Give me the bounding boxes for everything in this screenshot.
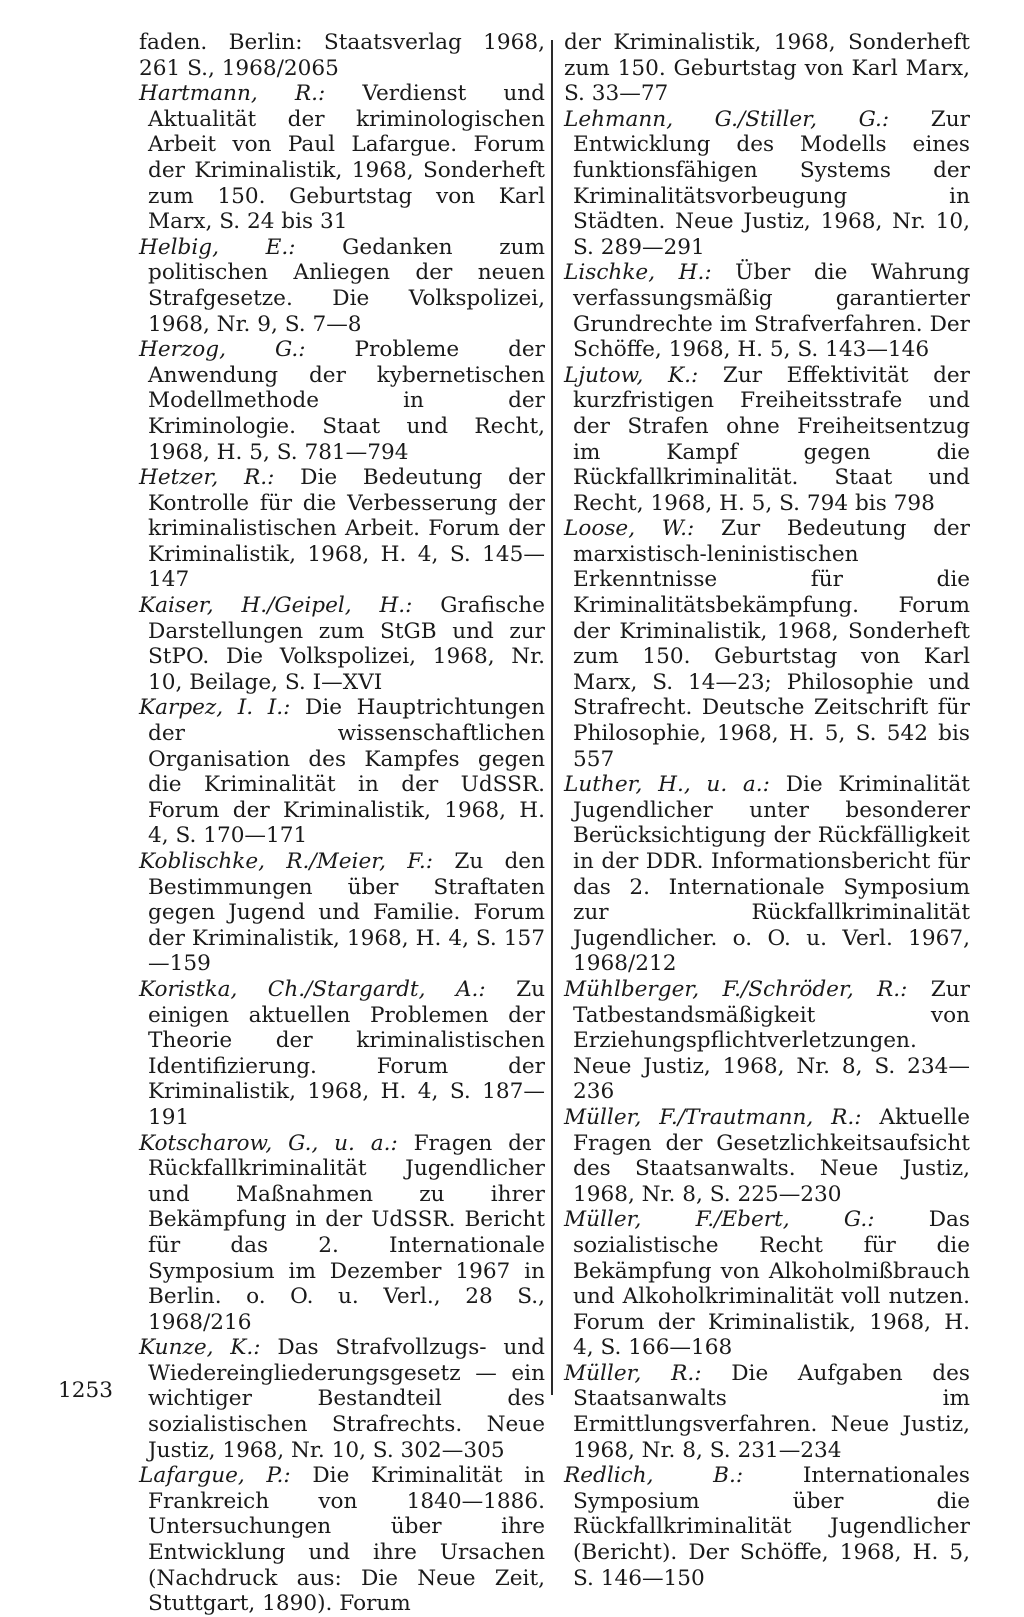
bibliography-entry	[564, 977, 970, 1105]
entry-author: Lafargue, P.:	[139, 1463, 291, 1489]
entry-author: Koblischke, R./Meier, F.:	[139, 849, 434, 874]
bibliography-entry	[139, 1335, 545, 1463]
entry-text: Aktuelle Fragen der Gesetzlichkeitsaufsicht des Staatsanwalts. Neue Justiz, 1968, Nr. 8, S. 225—230	[573, 1104, 970, 1207]
bibliography-entry	[139, 977, 545, 1131]
entry-author: Müller, F./Trautmann, R.:	[564, 1104, 862, 1130]
left-column	[139, 30, 545, 1617]
entry-author: Kunze, K.:	[139, 1335, 261, 1361]
bibliography-entry	[564, 107, 970, 261]
entry-author: Herzog, G.:	[139, 337, 306, 363]
bibliography-entry	[564, 30, 970, 107]
bibliography-entry	[564, 1207, 970, 1361]
entry-text: der Kriminalistik, 1968, Sonderheft zum 150. Geburtstag von Karl Marx, S. 33—77	[564, 30, 970, 107]
column-divider	[551, 40, 553, 1395]
entry-author: Lischke, H.:	[564, 260, 712, 286]
page-number: 1253	[58, 1378, 113, 1403]
entry-text: Die Kriminalität in Frankreich von 1840—1886. Untersuchungen über ihre Entwicklung und ihre Ursachen (Nachdruck aus: Die Neue Zeit, Stuttgart, 1890). Forum	[148, 1463, 545, 1617]
entry-text: Fragen der Rückfallkriminalität Jugendlicher und Maßnahmen zu ihrer Bekämpfung in der UdSSR. Bericht für das 2. Internationale Symposium im Dezember 1967 in Berlin. o. O. u. Verl., 28 S., 1968/216	[148, 1130, 545, 1335]
entry-text: Zur Bedeutung der marxistisch-leninistischen Erkenntnisse für die Kriminalitätsbekämpfung. Forum der Kriminalistik, 1968, Sonderheft zum 150. Geburtstag von Karl Marx, S. 14—23; Philosophie und Strafrecht. Deutsche Zeitschrift für Philosophie, 1968, H. 5, S. 542 bis 557	[573, 516, 970, 772]
bibliography-entry	[564, 363, 970, 517]
entry-text: Internationales Symposium über die Rückfallkriminalität Jugendlicher (Bericht). Der Schöffe, 1968, H. 5, S. 146—150	[573, 1463, 970, 1591]
entry-author: Mühlberger, F./Schröder, R.:	[564, 976, 908, 1002]
bibliography-entry	[564, 516, 970, 772]
entry-text: Zur Tatbestandsmäßigkeit von Erziehungspflichtverletzungen. Neue Justiz, 1968, Nr. 8, S. 234—236	[573, 976, 970, 1105]
entry-author: Luther, H., u. a.:	[564, 772, 770, 798]
entry-author: Karpez, I. I.:	[139, 695, 291, 721]
bibliography-entry	[139, 849, 545, 977]
entry-text: Zu einigen aktuellen Problemen der Theorie der kriminalistischen Identifizierung. Forum der Kriminalistik, 1968, H. 4, S. 187—191	[148, 976, 545, 1130]
bibliography-entry	[564, 1361, 970, 1463]
entry-text: Zur Effektivität der kurzfristigen Freiheitsstrafe und der Strafen ohne Freiheitsentzug im Kampf gegen die Rückfallkriminalität. Staat und Recht, 1968, H. 5, S. 794 bis 798	[573, 362, 970, 516]
bibliography-entry	[139, 235, 545, 337]
entry-text: Zu den Bestimmungen über Straftaten gegen Jugend und Familie. Forum der Kriminalistik, 1968, H. 4, S. 157—159	[148, 849, 545, 977]
bibliography-entry	[139, 30, 545, 81]
entry-text: Die Aufgaben des Staatsanwalts im Ermittlungsverfahren. Neue Justiz, 1968, Nr. 8, S. 231—234	[573, 1360, 970, 1463]
bibliography-entry	[564, 260, 970, 362]
entry-author: Ljutow, K.:	[564, 362, 699, 388]
entry-text: Die Kriminalität Jugendlicher unter besonderer Berücksichtigung der Rückfälligkeit in der DDR. Informationsbericht für das 2. Internationale Symposium zur Rückfallkriminalität Jugendlicher. o. O. u. Verl. 1967, 1968/212	[573, 772, 970, 977]
entry-author: Müller, F./Ebert, G.:	[564, 1207, 875, 1233]
right-column	[564, 30, 970, 1591]
entry-author: Loose, W.:	[564, 516, 695, 542]
entry-text: Die Bedeutung der Kontrolle für die Verbesserung der kriminalistischen Arbeit. Forum der Kriminalistik, 1968, H. 4, S. 145—147	[148, 465, 545, 593]
entry-author: Hartmann, R.:	[139, 81, 326, 107]
entry-text: faden. Berlin: Staatsverlag 1968, 261 S., 1968/2065	[139, 30, 545, 81]
entry-text: Verdienst und Aktualität der kriminologischen Arbeit von Paul Lafargue. Forum der Kriminalistik, 1968, Sonderheft zum 150. Geburtstag von Karl Marx, S. 24 bis 31	[148, 81, 545, 235]
entry-text: Das sozialistische Recht für die Bekämpfung von Alkoholmißbrauch und Alkoholkriminalität voll nutzen. Forum der Kriminalistik, 1968, H. 4, S. 166—168	[573, 1207, 970, 1361]
bibliography-entry	[139, 695, 545, 849]
entry-text: Über die Wahrung verfassungsmäßig garantierter Grundrechte im Strafverfahren. Der Schöffe, 1968, H. 5, S. 143—146	[573, 260, 970, 363]
entry-author: Koristka, Ch./Stargardt, A.:	[139, 976, 486, 1002]
entry-author: Helbig, E.:	[139, 234, 296, 260]
bibliography-entry	[564, 1463, 970, 1591]
entry-text: Das Strafvollzugs- und Wiedereingliederungsgesetz — ein wichtiger Bestandteil des sozialistischen Strafrechts. Neue Justiz, 1968, Nr. 10, S. 302—305	[148, 1335, 545, 1463]
entry-author: Kaiser, H./Geipel, H.:	[139, 593, 413, 619]
entry-text: Grafische Darstellungen zum StGB und zur StPO. Die Volkspolizei, 1968, Nr. 10, Beilage, S. I—XVI	[148, 593, 545, 695]
entry-text: Die Hauptrichtungen der wissenschaftlichen Organisation des Kampfes gegen die Kriminalität in der UdSSR. Forum der Kriminalistik, 1968, H. 4, S. 170—171	[148, 695, 545, 849]
entry-author: Redlich, B.:	[564, 1463, 744, 1489]
entry-author: Kotscharow, G., u. a.:	[139, 1130, 398, 1156]
entry-text: Probleme der Anwendung der kybernetischen Modellmethode in der Kriminologie. Staat und Recht, 1968, H. 5, S. 781—794	[148, 337, 545, 465]
bibliography-entry	[564, 772, 970, 977]
entry-author: Hetzer, R.:	[139, 465, 275, 491]
bibliography-entry	[139, 1463, 545, 1617]
bibliography-entry	[139, 81, 545, 235]
bibliography-entry	[139, 337, 545, 465]
entry-text: Zur Entwicklung des Modells eines funktionsfähigen Systems der Kriminalitätsvorbeugung in Städten. Neue Justiz, 1968, Nr. 10, S. 289—291	[573, 106, 970, 260]
bibliography-entry	[564, 1105, 970, 1207]
bibliography-entry	[139, 593, 545, 695]
entry-text: Gedanken zum politischen Anliegen der neuen Strafgesetze. Die Volkspolizei, 1968, Nr. 9, S. 7—8	[148, 234, 545, 337]
bibliography-entry	[139, 1131, 545, 1336]
bibliography-entry	[139, 465, 545, 593]
entry-author: Müller, R.:	[564, 1360, 702, 1386]
entry-author: Lehmann, G./Stiller, G.:	[564, 106, 890, 132]
